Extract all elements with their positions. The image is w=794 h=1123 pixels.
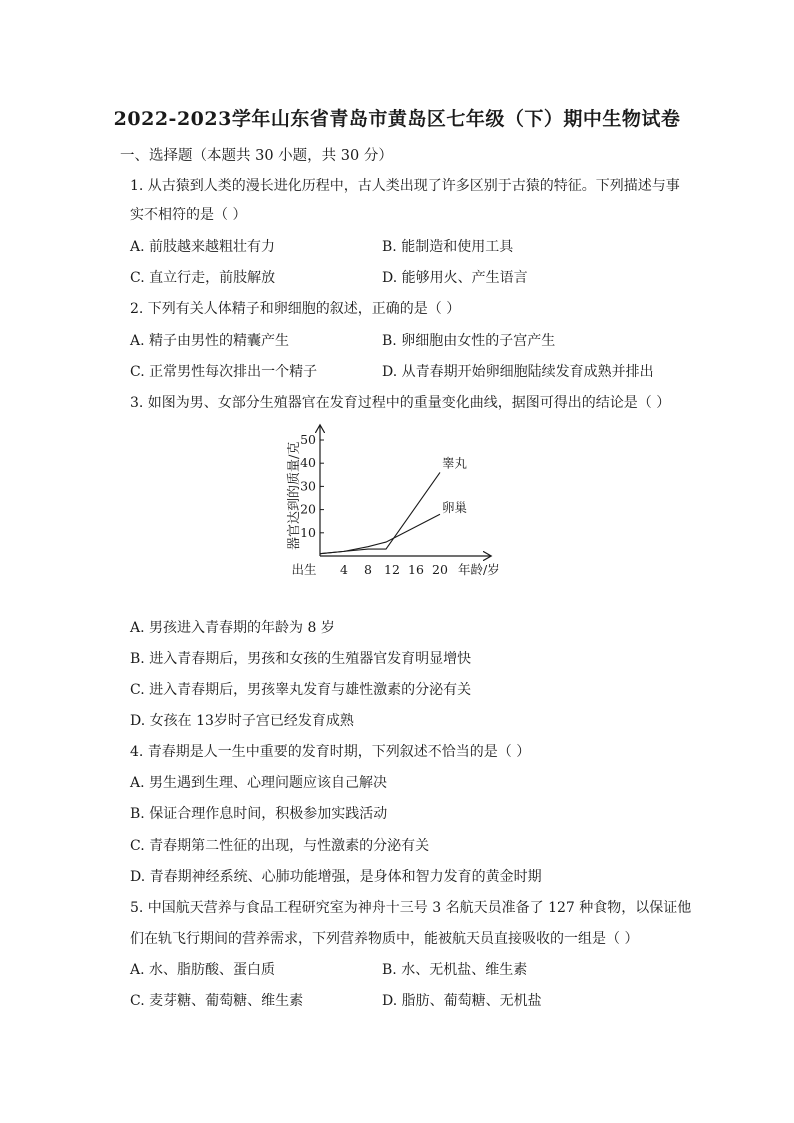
question-5-option-d: D. 脂肪、葡萄糖、无机盐 (382, 993, 542, 1009)
question-5-option-b: B. 水、无机盐、维生素 (382, 962, 528, 978)
y-tick-label: 40 (300, 455, 316, 471)
question-5-stem-line-2: 们在轨飞行期间的营养需求，下列营养物质中，能被航天员直接吸收的一组是（ ） (130, 931, 639, 947)
axis-ticks (291, 432, 448, 577)
question-2-option-d: D. 从青春期开始卵细胞陆续发育成熟并排出 (382, 364, 654, 380)
section-heading: 一、选择题（本题共 30 小题，共 30 分） (120, 148, 393, 164)
question-4-stem: 4. 青春期是人一生中重要的发育时期，下列叙述不恰当的是（ ） (130, 744, 531, 760)
question-1-option-c: C. 直立行走，前肢解放 (130, 270, 276, 286)
question-4-option-d: D. 青春期神经系统、心肺功能增强，是身体和智力发育的黄金时期 (130, 869, 542, 885)
question-4-option-b: B. 保证合理作息时间，积极参加实践活动 (130, 806, 388, 822)
x-axis-label: 年龄/岁 (458, 562, 500, 577)
question-5-option-c: C. 麦芽糖、葡萄糖、维生素 (130, 993, 304, 1009)
x-tick-label: 16 (408, 562, 424, 577)
question-1-option-d: D. 能够用火、产生语言 (382, 270, 528, 286)
question-3-option-a: A. 男孩进入青春期的年龄为 8 岁 (130, 620, 335, 636)
x-tick-label: 12 (384, 562, 400, 577)
question-3-option-b: B. 进入青春期后，男孩和女孩的生殖器官发育明显增快 (130, 651, 472, 667)
series-line-ovary (320, 514, 440, 553)
y-tick-label: 30 (300, 478, 316, 494)
question-4-option-c: C. 青春期第二性征的出现，与性激素的分泌有关 (130, 838, 430, 854)
question-5-option-a: A. 水、脂肪酸、蛋白质 (130, 962, 276, 978)
question-1-option-b: B. 能制造和使用工具 (382, 239, 514, 255)
y-tick-label: 50 (300, 432, 316, 447)
exam-title: 2022-2023学年山东省青岛市黄岛区七年级（下）期中生物试卷 (113, 108, 681, 130)
x-tick-label: 20 (432, 562, 448, 577)
question-2-option-c: C. 正常男性每次排出一个精子 (130, 364, 318, 380)
y-axis-label: 器官达到的质量/克 (287, 441, 302, 550)
question-3-option-c: C. 进入青春期后，男孩睾丸发育与雄性激素的分泌有关 (130, 682, 472, 698)
y-tick-label: 20 (300, 501, 316, 517)
x-tick-label: 8 (364, 562, 372, 577)
question-4-option-a: A. 男生遇到生理、心理问题应该自己解决 (130, 775, 388, 791)
x-tick-label: 出生 (291, 562, 317, 577)
question-1-stem-line-1: 1. 从古猿到人类的漫长进化历程中，古人类出现了许多区别于古猿的特征。下列描述与事 (130, 178, 680, 194)
series-label-ovary: 卵巢 (442, 500, 468, 516)
organ-weight-chart (276, 422, 516, 582)
question-2-option-b: B. 卵细胞由女性的子宫产生 (382, 333, 556, 349)
question-2-option-a: A. 精子由男性的精囊产生 (130, 333, 290, 349)
question-5-stem-line-1: 5. 中国航天营养与食品工程研究室为神舟十三号 3 名航天员准备了 127 种食物，以保证他 (130, 900, 692, 916)
question-1-option-a: A. 前肢越来越粗壮有力 (130, 239, 276, 255)
x-tick-label: 4 (340, 562, 348, 577)
question-3-option-d: D. 女孩在 13岁时子宫已经发育成熟 (130, 713, 354, 729)
series-label-testis: 睾丸 (442, 455, 468, 471)
y-tick-label: 10 (300, 524, 316, 540)
question-2-stem: 2. 下列有关人体精子和卵细胞的叙述，正确的是（ ） (130, 301, 461, 317)
question-3-stem: 3. 如图为男、女部分生殖器官在发育过程中的重量变化曲线，据图可得出的结论是（ ） (130, 395, 671, 411)
question-1-stem-line-2: 实不相符的是（ ） (130, 207, 247, 223)
series-line-testis (320, 472, 440, 553)
chart-series (320, 455, 468, 553)
